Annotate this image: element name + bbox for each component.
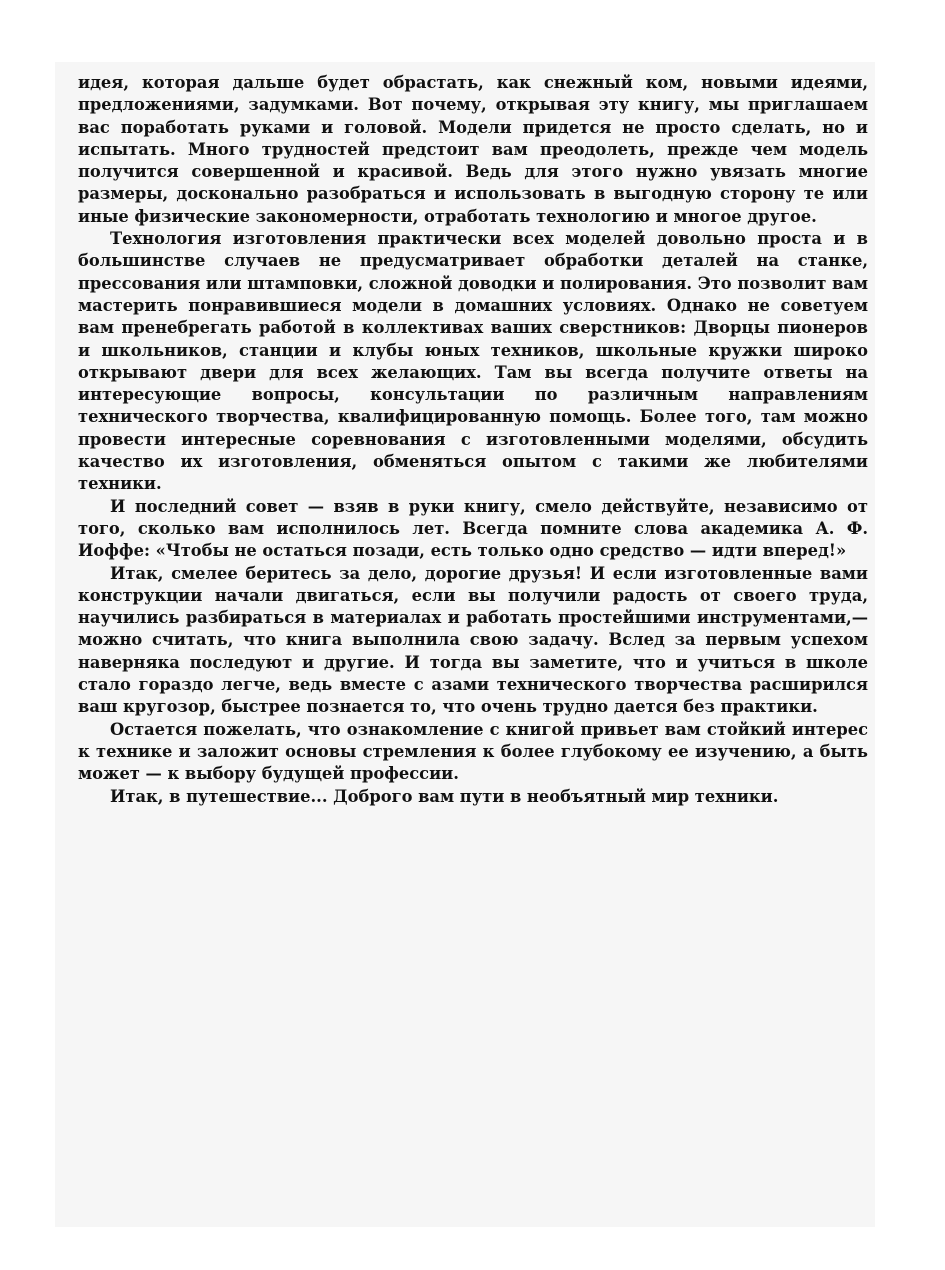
paragraph-farewell: Итак, в путешествие... Доброго вам пути в необъятный мир техники. [110,786,779,806]
paragraph-encouragement: Итак, смелее беритесь за дело, дорогие друзья! И если изготовленные вами конструкции начали двигаться, если вы получили радость от своего труда, научились разбираться в материалах и работать простейшими инструментами,— можно считать, что книга выполнила свою задачу. Вслед за первым успехом наверняка последуют и другие. И тогда вы заметите, что и учиться в школе стало гораздо легче, ведь вместе с азами технического творчества расширился ваш кругозор, быстрее познается то, что очень трудно дается без практики. [78,563,868,717]
paragraph-continuation: идея, которая дальше будет обрастать, как снежный ком, новыми идеями, предложениями, задумками. Вот почему, открывая эту книгу, мы приглашаем вас поработать руками и головой. Модели придется не просто сделать, но и испытать. Много трудностей предстоит вам преодолеть, прежде чем модель получится совершенной и красивой. Ведь для этого нужно увязать многие размеры, досконально разобраться и использовать в выгодную сторону те или иные физические закономерности, отработать технологию и многое другое. [78,73,868,226]
paragraph-last-advice: И последний совет — взяв в руки книгу, смело действуйте, независимо от того, сколько вам исполнилось лет. Всегда помните слова академика А. Ф. Иоффе: «Чтобы не остаться позади, есть только одно средство — идти вперед!» [78,496,868,561]
paragraph-wish: Остается пожелать, что ознакомление с книгой привьет вам стойкий интерес к технике и заложит основы стремления к более глубокому ее изучению, а быть может — к выбору будущей профессии. [78,719,868,784]
paragraph-technology: Технология изготовления практически всех моделей довольно проста и в большинстве случаев не предусматривает обработки деталей на станке, прессования или штамповки, сложной доводки и полирования. Это позволит вам мастерить понравившиеся модели в домашних условиях. Однако не советуем вам пренебрегать работой в коллективах ваших сверстников: Дворцы пионеров и школьников, станции и клубы юных техников, школьные кружки широко открывают двери для всех желающих. Там вы всегда получите ответы на интересующие вопросы, консультации по различным направлениям технического творчества, квалифицированную помощь. Более того, там можно провести интересные соревнования с изготовленными моделями, обсудить качество их изготовления, обменяться опытом с такими же любителями техники. [78,229,868,494]
body-text [78,72,868,808]
